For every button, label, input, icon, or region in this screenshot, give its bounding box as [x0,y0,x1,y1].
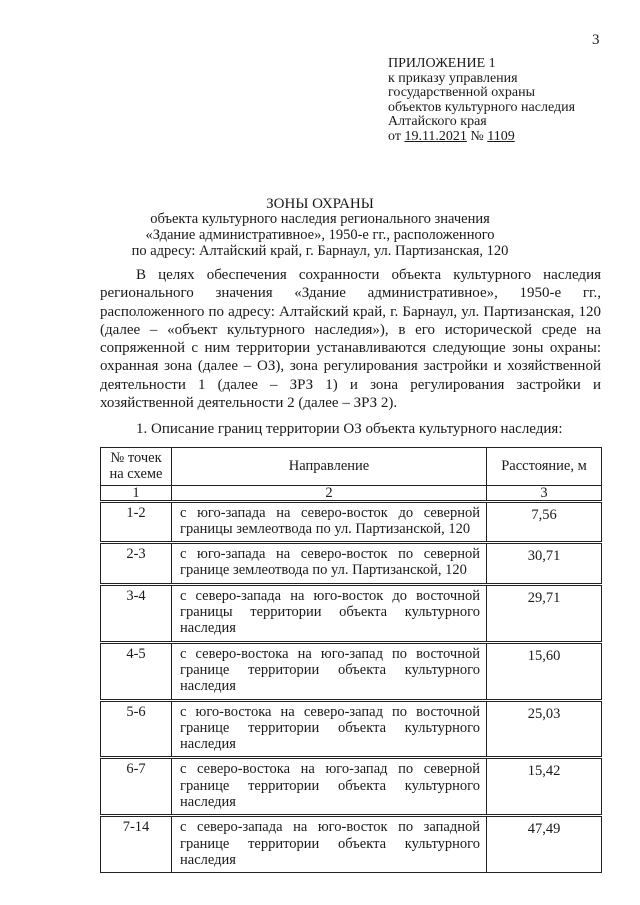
distance-cell: 7,56 [487,501,602,543]
document-title: ЗОНЫ ОХРАНЫ [266,196,374,212]
subtitle-line: «Здание административное», 1950-е гг., расположенного [145,227,495,243]
appendix-line: объектов культурного наследия [388,99,576,115]
header-direction: Направление [172,448,487,486]
subtitle-line: по адресу: Алтайский край, г. Барнаул, ул. Партизанская, 120 [131,243,509,259]
distance-cell: 47,49 [487,816,602,873]
direction-cell: с северо-запада на юго-восток по западной границе территории объекта культурного наследия [172,816,487,873]
subtitle-line: объекта культурного наследия регионального значения [150,211,490,227]
page-number: 3 [592,32,600,48]
distance-cell: 15,60 [487,642,602,700]
direction-cell: с северо-востока на юго-запад по восточной границе территории объекта культурного наследия [172,642,487,700]
points-cell: 4-5 [101,642,172,700]
direction-cell: с юго-запада на северо-восток до северной границы землеотвода по ул. Партизанской, 120 [172,501,487,543]
appendix-block [388,57,575,144]
table-row [101,700,602,758]
table-row [101,816,602,873]
document-subtitle [0,211,640,259]
boundary-table [100,447,602,873]
table-row [101,543,602,585]
table-row [101,642,602,700]
table-row [101,584,602,642]
date-prefix: от [388,128,401,144]
points-cell: 7-14 [101,816,172,873]
appendix-date-line [388,130,575,145]
appendix-line: к приказу управления [388,70,518,86]
table-row [101,758,602,816]
appendix-title: ПРИЛОЖЕНИЕ 1 [388,56,496,71]
column-number-row [101,485,602,501]
direction-cell: с северо-востока на юго-запад по северной границе территории объекта культурного наследия [172,758,487,816]
column-number: 1 [101,485,172,501]
appendix-line: государственной охраны [388,85,536,100]
points-cell: 1-2 [101,501,172,543]
direction-cell: с юго-востока на северо-запад по восточной границе территории объекта культурного наследия [172,700,487,758]
points-cell: 3-4 [101,584,172,642]
points-cell: 5-6 [101,700,172,758]
direction-cell: с северо-запада на юго-восток до восточной границы территории объекта культурного наследия [172,584,487,642]
order-date: 19.11.2021 [404,128,467,144]
distance-cell: 15,42 [487,758,602,816]
header-distance: Расстояние, м [487,448,602,486]
distance-cell: 29,71 [487,584,602,642]
appendix-line: Алтайского края [388,114,487,129]
section-title: 1. Описание границ территории ОЗ объекта культурного наследия: [136,421,563,437]
table-row [101,501,602,543]
order-number: 1109 [487,128,515,144]
points-cell: 6-7 [101,758,172,816]
distance-cell: 30,71 [487,543,602,585]
column-number: 3 [487,485,602,501]
column-number: 2 [172,485,487,501]
intro-paragraph: В целях обеспечения сохранности объекта культурного наследия регионального значения «Здание административное», 1950-е гг., расположенного по адресу: Алтайский край, г. Барнаул, ул. Партизанская, 120 (далее – «объект культурного наследия»), в его исторической среде на сопряженной с ним территории устанавливаются следующие зоны охраны: охранная зона (далее – ОЗ), зона регулирования застройки и хозяйственной деятельности 1 (далее – ЗРЗ 1) и зона регулирования застройки и хозяйственной деятельности 2 (далее – ЗРЗ 2). [100,267,601,412]
table-header-row [101,448,602,486]
header-points: № точек на схеме [101,448,172,486]
number-prefix: № [470,128,484,144]
points-cell: 2-3 [101,543,172,585]
direction-cell: с юго-запада на северо-восток по северной границе землеотвода по ул. Партизанской, 120 [172,543,487,585]
distance-cell: 25,03 [487,700,602,758]
